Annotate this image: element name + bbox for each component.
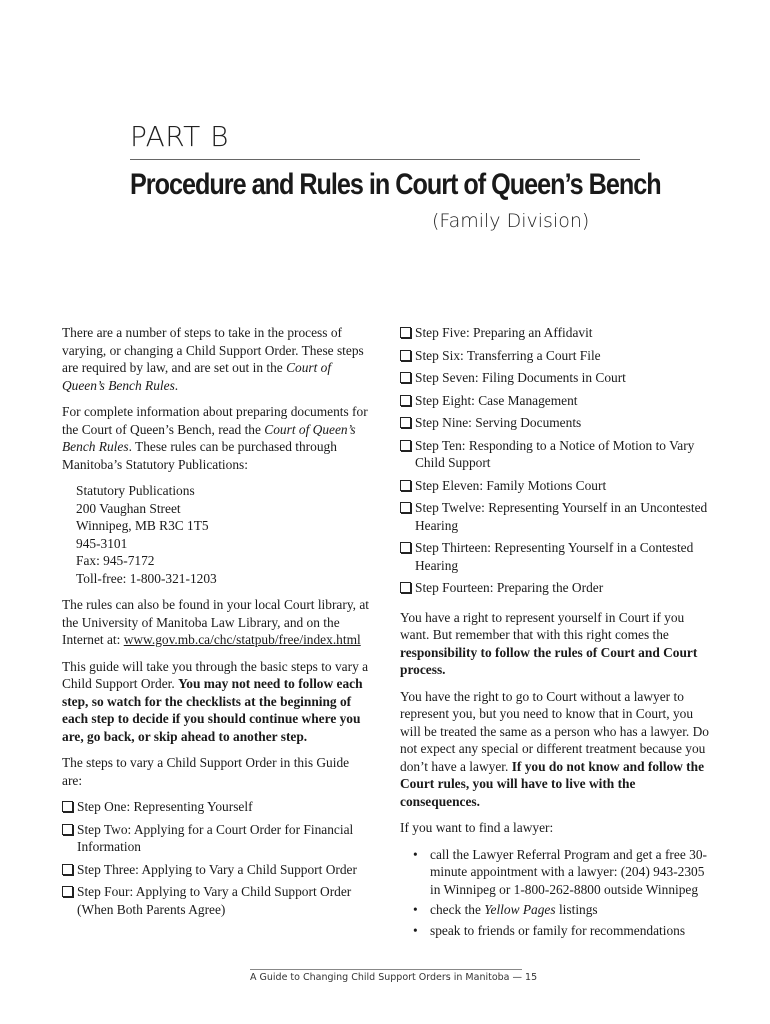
footer-divider (250, 969, 522, 970)
list-item: • speak to friends or family for recommendations (413, 922, 686, 938)
library-paragraph: The rules can also be found in your local Court library, at the University of Manitoba Law Library, and on the Internet at: www.gov.mb.ca/chc/statpub/free/index.html (62, 597, 370, 647)
checkbox-icon (400, 542, 411, 553)
steps-intro: The steps to vary a Child Support Order in this Guide are: (62, 755, 350, 788)
checkbox-icon (400, 417, 411, 428)
checklist-item: Step Ten: Responding to a Notice of Motion to Vary Child Support (400, 437, 710, 472)
no-lawyer-paragraph: You have the right to go to Court without a lawyer to represent you, but you need to know that in Court, you will be treated the same as a person who has a lawyer. Do not expect any special or different treatment because you don’t have a lawyer. If you do not know and follow the Court rules, you will have to live with the consequences. (400, 688, 709, 809)
checkbox-icon (400, 582, 411, 593)
checklist-item: Step Nine: Serving Documents (400, 414, 710, 432)
find-lawyer-intro: If you want to find a lawyer: (400, 820, 554, 835)
checklist-item: Step Two: Applying for a Court Order for Financial Information (62, 821, 370, 856)
list-item: • call the Lawyer Referral Program and get a free 30-minute appointment with a lawyer: (204) 943-2305 in Winnipeg or 1-800-262-8800 outside Winnipeg (413, 846, 707, 897)
address-line: Statutory Publications (76, 483, 195, 498)
checkbox-icon (400, 480, 411, 491)
lawyer-options-list (400, 846, 710, 940)
bullet-icon: • (413, 922, 418, 938)
page-title: Procedure and Rules in Court of Queen’s Bench (130, 168, 661, 201)
bullet-icon: • (413, 902, 418, 917)
address-line: Winnipeg, MB R3C 1T5 (76, 518, 209, 533)
checklist-item: Step Fourteen: Preparing the Order (400, 579, 710, 597)
address-line: 200 Vaughan Street (76, 500, 181, 516)
checkbox-icon (62, 824, 73, 835)
checkbox-icon (62, 801, 73, 812)
checkbox-icon (400, 327, 411, 338)
checkbox-icon (400, 502, 411, 513)
guide-paragraph: This guide will take you through the basic steps to vary a Child Support Order. You may not need to follow each step, so watch for the checklists at the beginning of each step to decide if you should continue where you are, go back, or skip ahead to another step. (62, 658, 369, 744)
address-block (76, 482, 370, 587)
checkbox-icon (62, 886, 73, 897)
checklist-item: Step Four: Applying to Vary a Child Support Order (When Both Parents Agree) (62, 883, 370, 918)
checkbox-icon (400, 440, 411, 451)
checklist-item: Step Thirteen: Representing Yourself in a Contested Hearing (400, 539, 710, 574)
address-phone: 945-3101 (76, 535, 128, 551)
address-tollfree: Toll-free: 1-800-321-1203 (76, 570, 217, 586)
checkbox-icon (400, 350, 411, 361)
checkbox-icon (400, 395, 411, 406)
checklist-item: Step Seven: Filing Documents in Court (400, 369, 710, 387)
list-item: • check the Yellow Pages listings (413, 902, 598, 917)
intro-paragraph: There are a number of steps to take in the process of varying, or changing a Child Support Order. These steps are required by law, and are set out in the Court of Queen’s Bench Rules. (62, 325, 364, 393)
header-divider (130, 159, 640, 160)
checklist-item: Step Six: Transferring a Court File (400, 347, 710, 365)
right-column (400, 324, 710, 942)
rights-paragraph: You have a right to represent yourself in Court if you want. But remember that with this right comes the responsibility to follow the rules of Court and Court process. (400, 609, 698, 677)
checklist-item: Step Twelve: Representing Yourself in an Uncontested Hearing (400, 499, 710, 534)
checkbox-icon (62, 864, 73, 875)
page-footer: A Guide to Changing Child Support Orders in Manitoba — 15 (250, 972, 538, 983)
checkbox-icon (400, 372, 411, 383)
checklist-item: Step One: Representing Yourself (62, 798, 370, 816)
part-label: PART B (130, 120, 230, 153)
bullet-icon: • (413, 846, 418, 862)
left-column (62, 324, 370, 923)
statpub-link[interactable]: www.gov.mb.ca/chc/statpub/free/index.html (123, 632, 361, 647)
checklist-item: Step Five: Preparing an Affidavit (400, 324, 710, 342)
checklist-item: Step Three: Applying to Vary a Child Support Order (62, 861, 370, 879)
page-subtitle: (Family Division) (432, 210, 590, 232)
rules-paragraph: For complete information about preparing documents for the Court of Queen’s Bench, read the Court of Queen’s Bench Rules. These rules can be purchased through Manitoba’s Statutory Publications: (62, 404, 368, 472)
address-fax: Fax: 945-7172 (76, 553, 155, 568)
checklist-item: Step Eleven: Family Motions Court (400, 477, 710, 495)
checklist-item: Step Eight: Case Management (400, 392, 710, 410)
